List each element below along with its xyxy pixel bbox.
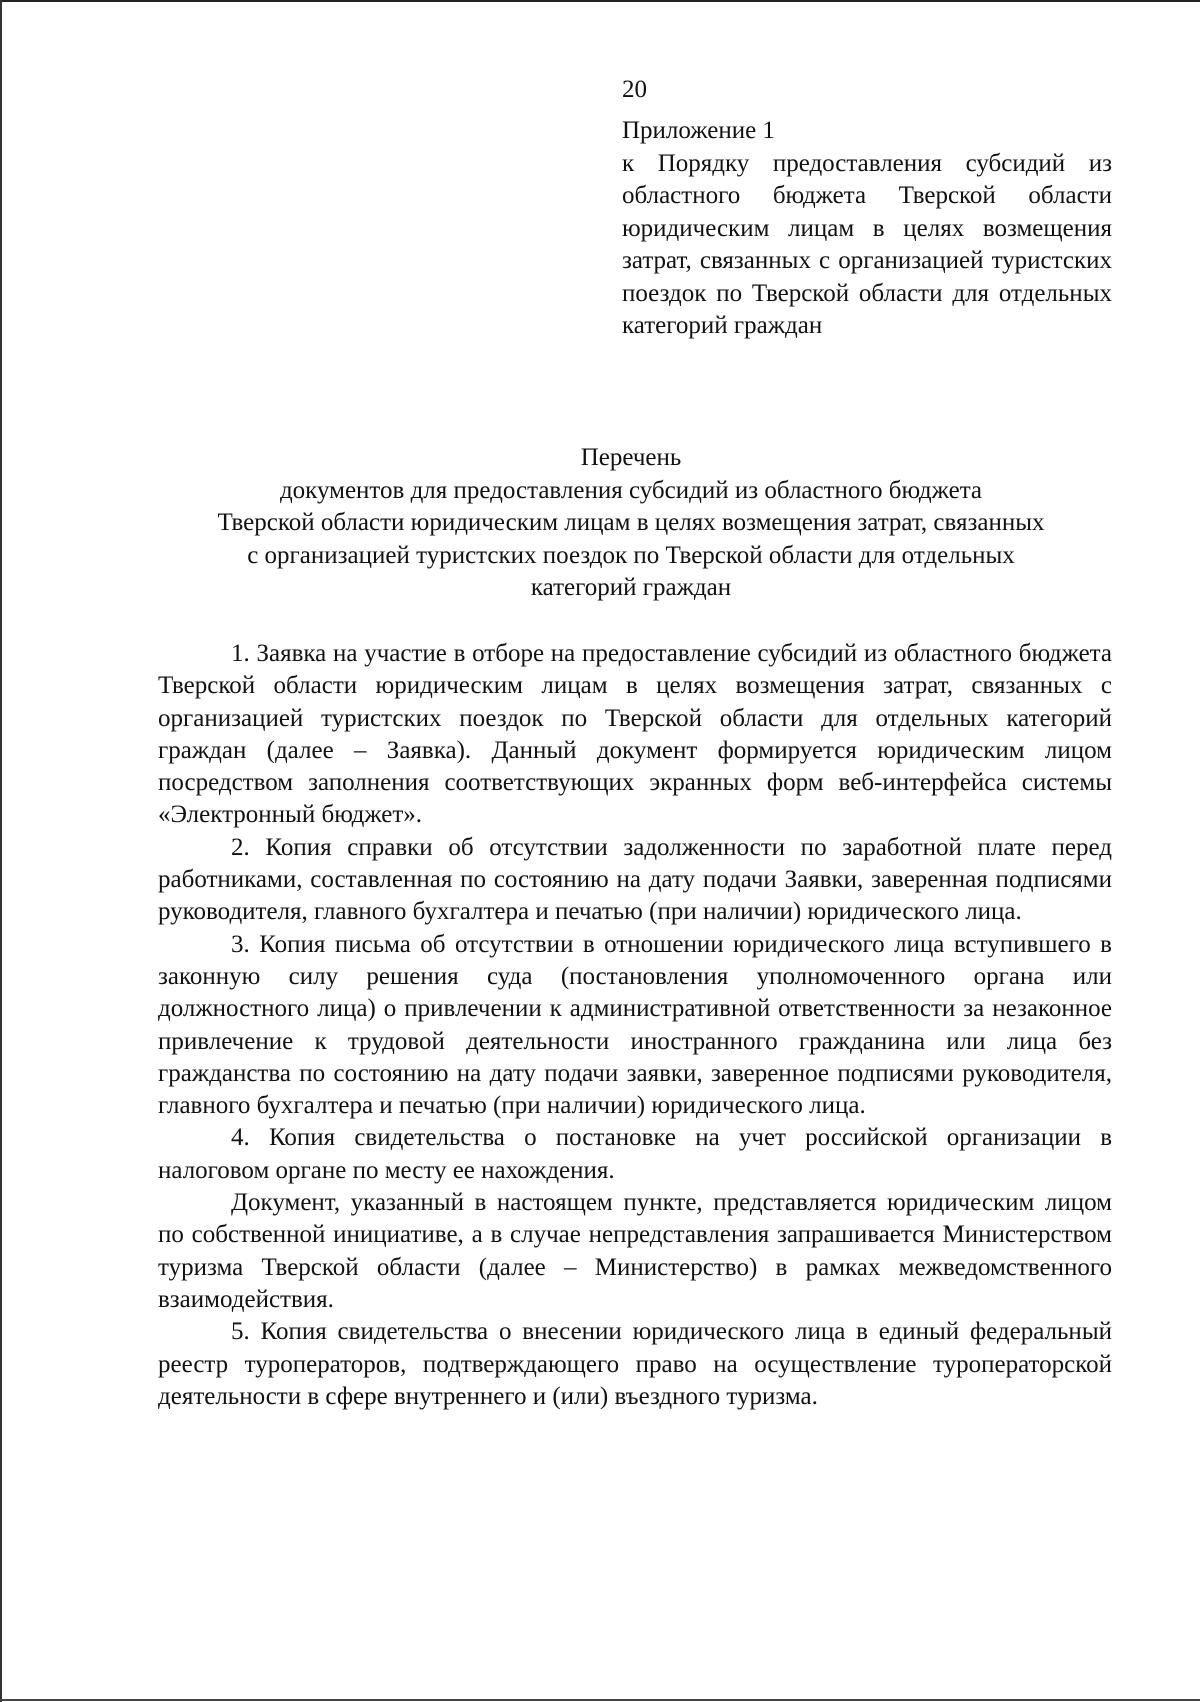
document-heading: [150, 442, 1112, 605]
heading-line: документов для предоставления субсидий из областного бюджета: [279, 476, 983, 504]
paragraph-item-3: 3. Копия письма об отсутствии в отношении юридического лица вступившего в законную силу решения суда (постановления уполномоченного органа или должностного лица) о привлечении к административной ответственности за незаконное привлечение к трудовой деятельности иностранного гражданина или лица без гражданства по состоянию на дату подачи заявки, заверенное подписями руководителя, главного бухгалтера и печатью (при наличии) юридического лица.: [158, 930, 1112, 1120]
page-number: 20: [622, 76, 647, 103]
appendix-block: [622, 115, 1112, 343]
heading-line: с организацией туристских поездок по Тверской области для отдельных: [247, 541, 1015, 569]
heading-line: Тверской области юридическим лицам в целях возмещения затрат, связанных: [217, 509, 1045, 536]
scan-edge-top: [0, 0, 1200, 2]
paragraph-item-5: 5. Копия свидетельства о внесении юридического лица в единый федеральный реестр туроператоров, подтверждающего право на осуществление туроператорской деятельности в сфере внутреннего и (или) въездного туризма.: [158, 1318, 1112, 1410]
heading-title: Перечень: [580, 444, 682, 471]
document-body: [158, 638, 1112, 1413]
paragraph-item-2: 2. Копия справки об отсутствии задолженности по заработной плате перед работниками, составленная по состоянию на дату подачи Заявки, заверенная подписями руководителя, главного бухгалтера и печатью (при наличии) юридического лица.: [158, 833, 1112, 926]
heading-line: категорий граждан: [530, 574, 732, 601]
paragraph-item-4: 4. Копия свидетельства о постановке на учет российской организации в налоговом органе по месту ее нахождения.: [158, 1124, 1112, 1184]
scan-edge-left: [0, 0, 2, 1702]
scan-edge-bottom: [0, 1699, 1200, 1701]
appendix-title: Приложение 1: [622, 117, 775, 144]
paragraph-item-1: 1. Заявка на участие в отборе на предоставление субсидий из областного бюджета Тверской области юридическим лицам в целях возмещения затрат, связанных с организацией туристских поездок по Тверской области для отдельных категорий граждан (далее – Заявка). Данный документ формируется юридическим лицом посредством заполнения соответствующих экранных форм веб-интерфейса системы «Электронный бюджет».: [158, 640, 1112, 829]
paragraph-item-4-note: Документ, указанный в настоящем пункте, представляется юридическим лицом по собственной инициативе, а в случае непредставления запрашивается Министерством туризма Тверской области (далее – Министерство) в рамках межведомственного взаимодействия.: [158, 1189, 1112, 1313]
appendix-text: к Порядку предоставления субсидий из областного бюджета Тверской области юридическим лицам в целях возмещения затрат, связанных с организацией туристских поездок по Тверской области для отдельных категорий граждан: [622, 149, 1112, 339]
